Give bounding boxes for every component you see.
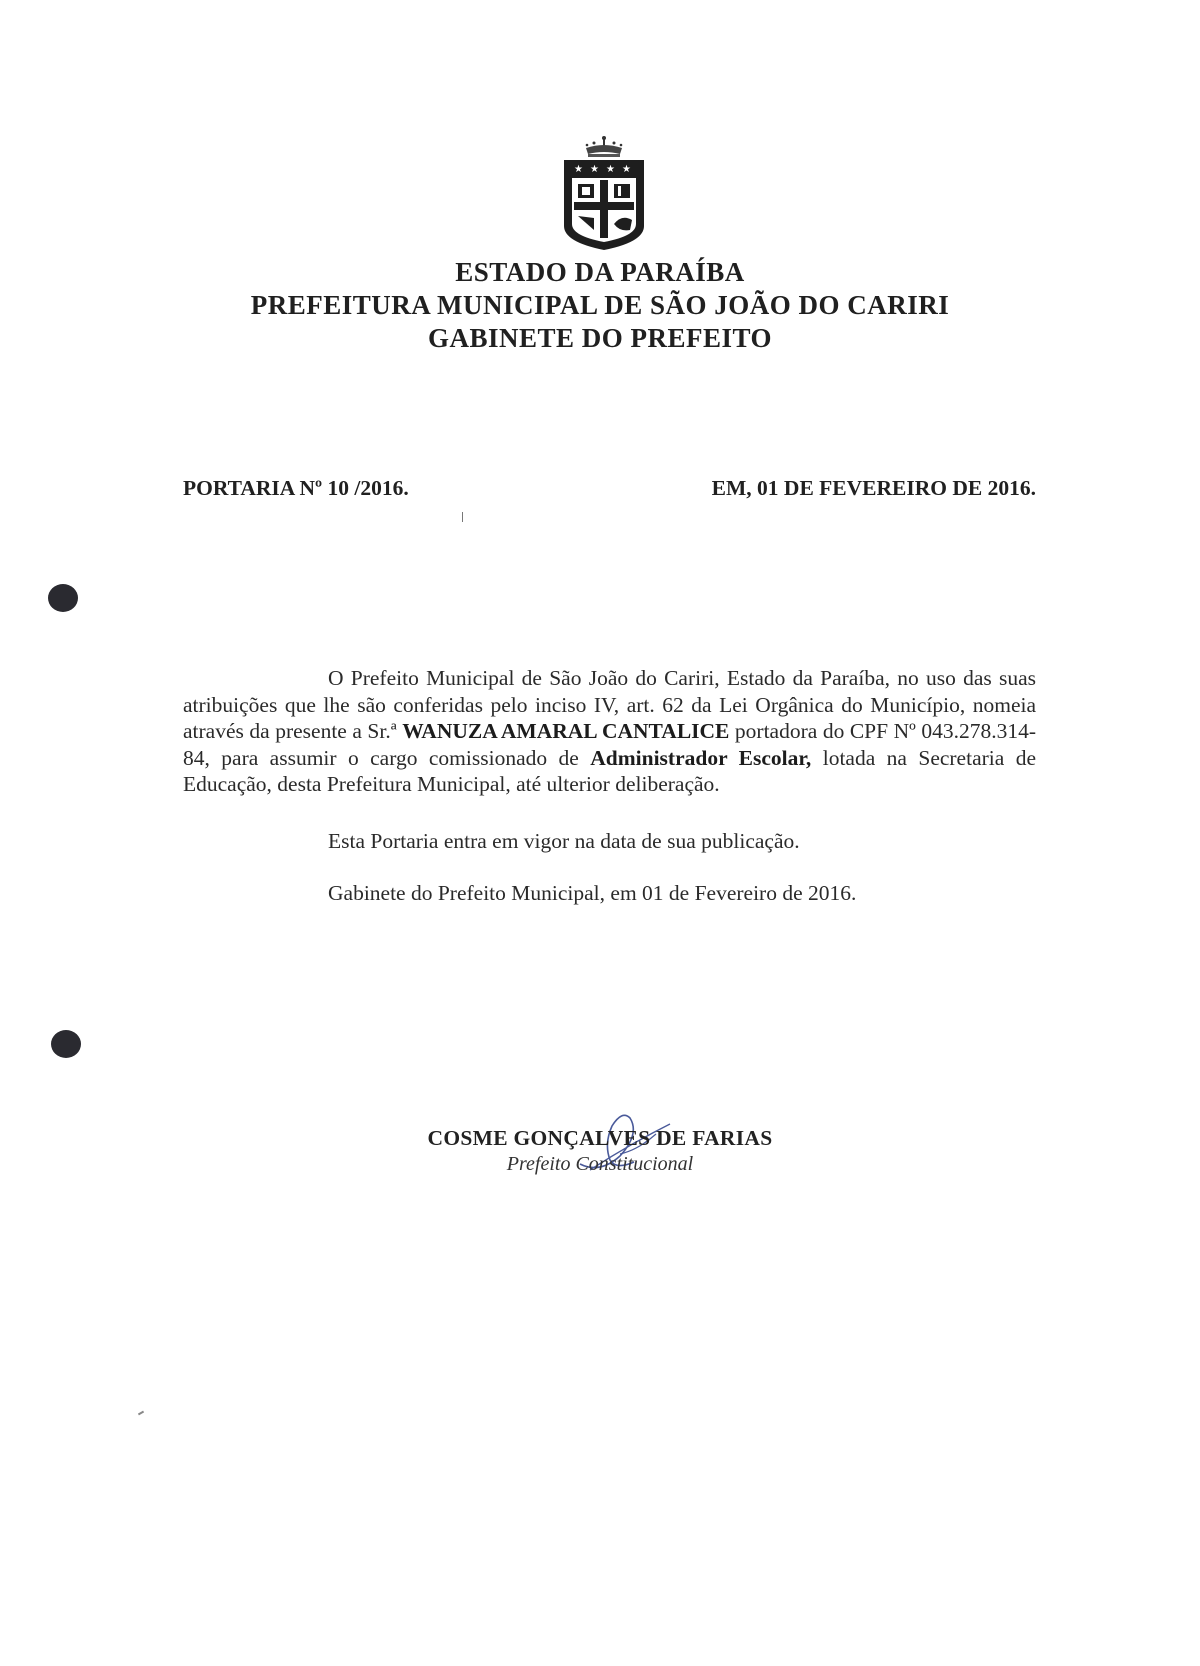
appointee-name: WANUZA AMARAL CANTALICE [402,719,730,743]
signatory-title: Prefeito Constitucional [506,1153,694,1175]
body-text-segment: lotada na Secretaria de Educação, desta Prefeitura Municipal, até ulterior deliberação. [183,745,1036,796]
body-paragraph-effect: Esta Portaria entra em vigor na data de sua publicação. [328,828,800,853]
document-body [183,665,1036,907]
coat-of-arms-icon [560,134,648,252]
portaria-number: PORTARIA Nº 10 /2016. [183,476,409,500]
header-office: GABINETE DO PREFEITO [427,323,773,353]
scan-mark [462,512,463,522]
svg-text:★: ★ [590,164,599,175]
appointed-role: Administrador Escolar, [590,745,812,770]
header-state: ESTADO DA PARAÍBA [455,257,745,287]
header-municipality: PREFEITURA MUNICIPAL DE SÃO JOÃO DO CARIRI [250,290,950,320]
signature-block [0,1126,1200,1176]
punch-hole [48,584,78,612]
svg-text:★: ★ [574,164,583,175]
body-text-segment: portadora do CPF Nº 043.278.314-84, para assumir o cargo comissionado de [183,719,1036,770]
punch-hole [51,1030,81,1058]
body-paragraph-appointment [183,665,1036,798]
document-header [0,256,1200,355]
svg-text:★: ★ [606,164,615,175]
svg-text:★: ★ [622,164,631,175]
signatory-name: COSME GONÇALVES DE FARIAS [427,1126,773,1150]
body-text-segment: O Prefeito Municipal de São João do Cariri, Estado da Paraíba, no uso das suas atribuições que lhe são conferidas pelo inciso IV, art. 62 da Lei Orgânica do Município, nomeia através da presente a Sr.ª [183,666,1036,743]
portaria-date: EM, 01 DE FEVEREIRO DE 2016. [711,476,1036,500]
body-paragraph-closing: Gabinete do Prefeito Municipal, em 01 de Fevereiro de 2016. [328,881,857,905]
scan-speck [138,1411,144,1416]
